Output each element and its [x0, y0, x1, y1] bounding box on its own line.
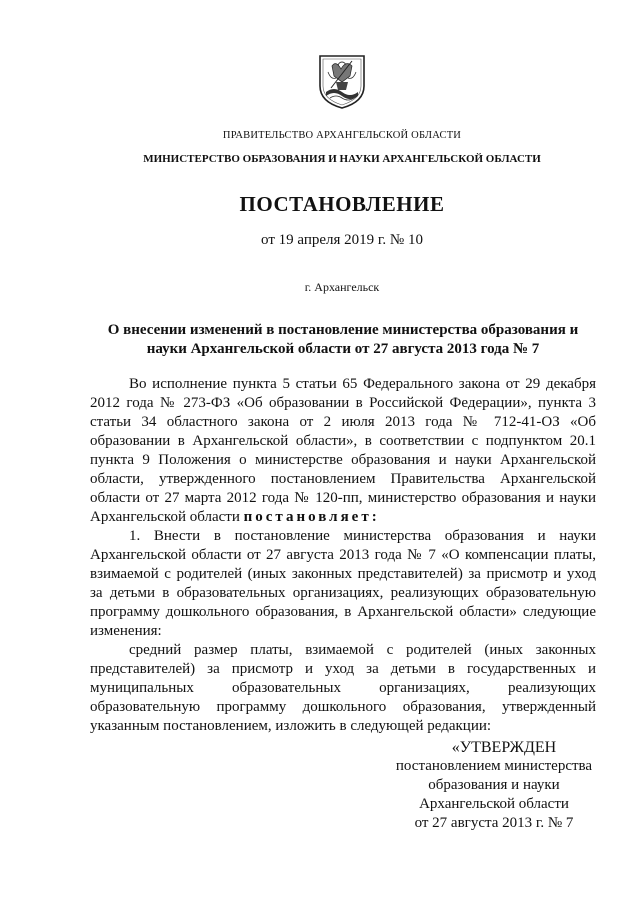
approval-line-4: Архангельской области: [419, 796, 569, 812]
approval-block: [388, 738, 600, 833]
coat-of-arms-icon: [316, 52, 368, 110]
item-1-paragraph: 1. Внести в постановление министерства образования и науки Архангельской области от 27 августа 2013 года № 7 «О компенсации платы, взимаемой с родителей (иных законных представителей) за присмотр и уход за детьми в образовательных организациях, реализующих образовательную программу дошкольного образования, в Архангельской области» следующие изменения:: [90, 528, 596, 639]
preamble-paragraph: [90, 375, 596, 527]
decree-word: постановляет:: [243, 509, 380, 525]
document-body: [90, 375, 596, 736]
ministry-header: МИНИСТЕРСТВО ОБРАЗОВАНИЯ И НАУКИ АРХАНГЕЛЬСКОЙ ОБЛАСТИ: [143, 153, 541, 165]
document-type: ПОСТАНОВЛЕНИЕ: [239, 192, 445, 216]
preamble-text: Во исполнение пункта 5 статьи 65 Федерального закона от 29 декабря 2012 года № 273-ФЗ «Об образовании в Российской Федерации», пункта 3 статьи 34 областного закона от 2 июля 2013 года № 712-41-ОЗ «Об образовании в Архангельской области», в соответствии с подпунктом 20.1 пункта 9 Положения о министерстве образования и науки Архангельской области, утвержденного постановлением Правительства Архангельской области от 27 марта 2012 года № 120-пп, министерство образования и науки Архангельской области: [90, 376, 596, 525]
approval-line-1: «УТВЕРЖДЕН: [451, 739, 557, 756]
document-title: О внесении изменений в постановление министерства образования и науки Архангельской области от 27 августа 2013 года № 7: [107, 322, 579, 357]
approval-line-3: образования и науки: [428, 777, 560, 793]
document-date-number: от 19 апреля 2019 г. № 10: [261, 232, 423, 248]
item-1-text-paragraph: средний размер платы, взимаемой с родителей (иных законных представителей) за присмотр и уход за детьми в государственных и муниципальных образовательных организациях, реализующих образовательную программу дошкольного образования, утвержденный указанным постановлением, изложить в следующей редакции:: [90, 642, 596, 734]
government-header: ПРАВИТЕЛЬСТВО АРХАНГЕЛЬСКОЙ ОБЛАСТИ: [222, 130, 462, 141]
approval-line-5: от 27 августа 2013 г. № 7: [414, 815, 574, 831]
approval-line-2: постановлением министерства: [395, 758, 593, 774]
document-city: г. Архангельск: [304, 280, 380, 294]
